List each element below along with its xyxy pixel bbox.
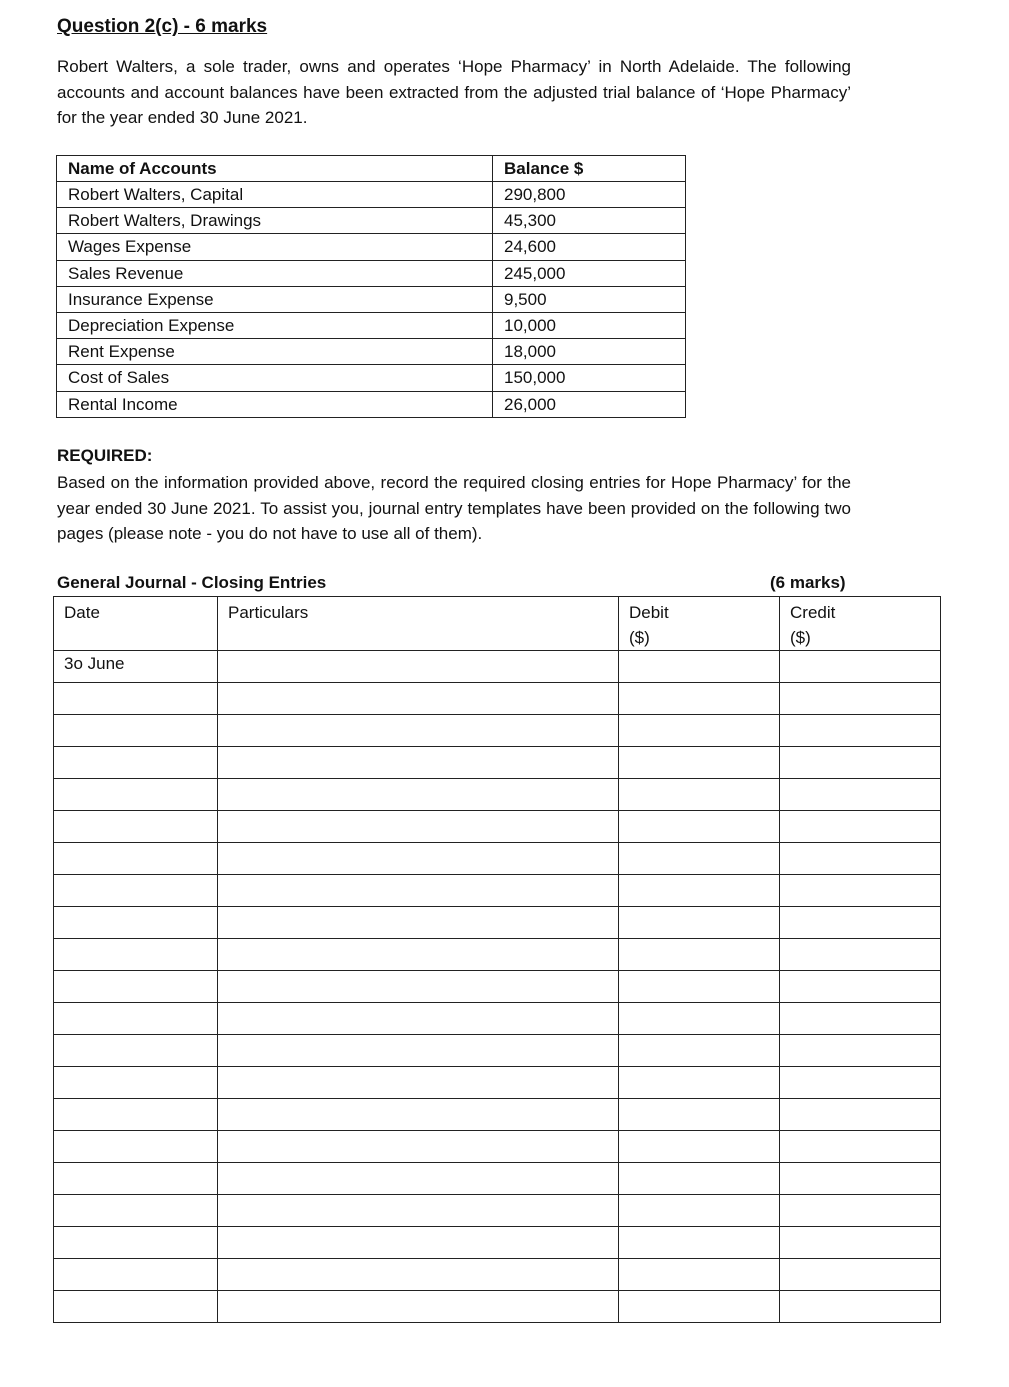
account-name: Wages Expense	[57, 234, 493, 260]
credit-cell[interactable]	[780, 875, 941, 907]
account-name: Rent Expense	[57, 339, 493, 365]
particulars-cell[interactable]	[218, 779, 619, 811]
account-balance: 10,000	[493, 312, 686, 338]
header-account-name: Name of Accounts	[57, 156, 493, 182]
debit-cell[interactable]	[619, 1195, 780, 1227]
date-cell[interactable]	[54, 1003, 218, 1035]
account-row	[57, 182, 686, 208]
account-name: Depreciation Expense	[57, 312, 493, 338]
debit-cell[interactable]	[619, 683, 780, 715]
particulars-cell[interactable]	[218, 1163, 619, 1195]
account-balance: 150,000	[493, 365, 686, 391]
journal-row	[54, 1035, 941, 1067]
header-date	[54, 597, 218, 651]
date-cell[interactable]	[54, 747, 218, 779]
journal-table	[53, 596, 941, 1323]
particulars-cell[interactable]	[218, 1035, 619, 1067]
account-row	[57, 260, 686, 286]
journal-row	[54, 1227, 941, 1259]
credit-cell[interactable]	[780, 811, 941, 843]
account-name: Cost of Sales	[57, 365, 493, 391]
debit-cell[interactable]	[619, 875, 780, 907]
debit-cell[interactable]	[619, 1099, 780, 1131]
credit-cell[interactable]	[780, 1291, 941, 1323]
journal-row	[54, 939, 941, 971]
date-cell[interactable]	[54, 1035, 218, 1067]
journal-row	[54, 1099, 941, 1131]
account-row	[57, 365, 686, 391]
journal-row	[54, 1259, 941, 1291]
account-balance: 24,600	[493, 234, 686, 260]
date-cell[interactable]	[54, 1195, 218, 1227]
intro-paragraph: Robert Walters, a sole trader, owns and operates ‘Hope Pharmacy’ in North Adelaide. The following accounts and account balances have been extracted from the adjusted trial balance of ‘Hope Pharmacy’ for the year ended 30 June 2021.	[57, 57, 851, 127]
debit-cell[interactable]	[619, 1291, 780, 1323]
credit-cell[interactable]	[780, 1259, 941, 1291]
credit-unit: ($)	[790, 628, 811, 647]
date-cell[interactable]: 3o June	[54, 651, 218, 683]
debit-cell[interactable]	[619, 1163, 780, 1195]
particulars-cell[interactable]	[218, 971, 619, 1003]
journal-row	[54, 1291, 941, 1323]
date-cell[interactable]	[54, 939, 218, 971]
header-balance: Balance $	[493, 156, 686, 182]
debit-cell[interactable]	[619, 651, 780, 683]
journal-row	[54, 715, 941, 747]
particulars-cell[interactable]	[218, 715, 619, 747]
date-cell[interactable]	[54, 1067, 218, 1099]
journal-row	[54, 1003, 941, 1035]
debit-unit: ($)	[629, 628, 650, 647]
journal-row	[54, 1163, 941, 1195]
date-cell[interactable]	[54, 1227, 218, 1259]
credit-cell[interactable]	[780, 715, 941, 747]
credit-cell[interactable]	[780, 651, 941, 683]
account-balance: 290,800	[493, 182, 686, 208]
particulars-cell[interactable]	[218, 811, 619, 843]
account-balance: 245,000	[493, 260, 686, 286]
debit-cell[interactable]	[619, 1035, 780, 1067]
account-name: Sales Revenue	[57, 260, 493, 286]
account-balance: 45,300	[493, 208, 686, 234]
required-label: REQUIRED:	[57, 446, 153, 465]
credit-cell[interactable]	[780, 1067, 941, 1099]
journal-row	[54, 971, 941, 1003]
accounts-table	[56, 155, 686, 418]
credit-cell[interactable]	[780, 1035, 941, 1067]
header-particulars	[218, 597, 619, 651]
journal-row	[54, 811, 941, 843]
required-paragraph: Based on the information provided above, record the required closing entries for Hope Pharmacy’ for the year ended 30 June 2021. To assist you, journal entry templates have been provided on the following two pages (please note - you do not have to use all of them).	[57, 473, 851, 543]
debit-cell[interactable]	[619, 907, 780, 939]
date-cell[interactable]	[54, 1163, 218, 1195]
journal-row	[54, 1195, 941, 1227]
date-cell[interactable]	[54, 779, 218, 811]
debit-cell[interactable]	[619, 843, 780, 875]
debit-cell[interactable]	[619, 1003, 780, 1035]
debit-cell[interactable]	[619, 811, 780, 843]
account-row	[57, 391, 686, 417]
debit-cell[interactable]	[619, 747, 780, 779]
journal-row	[54, 907, 941, 939]
particulars-cell[interactable]	[218, 1067, 619, 1099]
particulars-cell[interactable]	[218, 1259, 619, 1291]
debit-cell[interactable]	[619, 715, 780, 747]
particulars-cell[interactable]	[218, 1291, 619, 1323]
particulars-cell[interactable]	[218, 1227, 619, 1259]
particulars-cell[interactable]	[218, 1195, 619, 1227]
credit-cell[interactable]	[780, 939, 941, 971]
account-balance: 18,000	[493, 339, 686, 365]
header-credit	[780, 597, 941, 651]
credit-cell[interactable]	[780, 683, 941, 715]
journal-row	[54, 747, 941, 779]
debit-cell[interactable]	[619, 1131, 780, 1163]
credit-cell[interactable]	[780, 1131, 941, 1163]
journal-heading: General Journal - Closing Entries	[57, 573, 327, 592]
journal-row	[54, 1131, 941, 1163]
debit-cell[interactable]	[619, 939, 780, 971]
credit-cell[interactable]	[780, 907, 941, 939]
particulars-cell[interactable]	[218, 1099, 619, 1131]
account-name: Robert Walters, Capital	[57, 182, 493, 208]
header-debit	[619, 597, 780, 651]
particulars-cell[interactable]	[218, 683, 619, 715]
account-name: Robert Walters, Drawings	[57, 208, 493, 234]
journal-row	[54, 1067, 941, 1099]
credit-cell[interactable]	[780, 779, 941, 811]
account-row	[57, 286, 686, 312]
credit-cell[interactable]	[780, 1195, 941, 1227]
date-cell[interactable]	[54, 1259, 218, 1291]
credit-cell[interactable]	[780, 843, 941, 875]
date-cell[interactable]	[54, 843, 218, 875]
journal-row	[54, 843, 941, 875]
question-title: Question 2(c) - 6 marks	[57, 16, 268, 37]
credit-label: Credit	[790, 603, 836, 622]
date-cell[interactable]	[54, 683, 218, 715]
particulars-cell[interactable]	[218, 1131, 619, 1163]
debit-cell[interactable]	[619, 1067, 780, 1099]
date-cell[interactable]	[54, 875, 218, 907]
credit-cell[interactable]	[780, 1163, 941, 1195]
debit-cell[interactable]	[619, 971, 780, 1003]
credit-cell[interactable]	[780, 1003, 941, 1035]
date-cell[interactable]	[54, 907, 218, 939]
account-name: Rental Income	[57, 391, 493, 417]
date-cell[interactable]	[54, 971, 218, 1003]
date-label: Date	[64, 603, 100, 622]
account-balance: 9,500	[493, 286, 686, 312]
particulars-cell[interactable]	[218, 651, 619, 683]
journal-marks: (6 marks)	[770, 573, 846, 592]
journal-row	[54, 651, 941, 683]
credit-cell[interactable]	[780, 971, 941, 1003]
debit-cell[interactable]	[619, 1259, 780, 1291]
particulars-cell[interactable]	[218, 843, 619, 875]
particulars-cell[interactable]	[218, 1003, 619, 1035]
particulars-cell[interactable]	[218, 907, 619, 939]
date-cell[interactable]	[54, 715, 218, 747]
date-cell[interactable]	[54, 1099, 218, 1131]
debit-label: Debit	[629, 603, 669, 622]
account-balance: 26,000	[493, 391, 686, 417]
account-row	[57, 312, 686, 338]
account-name: Insurance Expense	[57, 286, 493, 312]
credit-cell[interactable]	[780, 1227, 941, 1259]
debit-cell[interactable]	[619, 1227, 780, 1259]
account-row	[57, 339, 686, 365]
debit-cell[interactable]	[619, 779, 780, 811]
account-row	[57, 208, 686, 234]
particulars-cell[interactable]	[218, 939, 619, 971]
particulars-cell[interactable]	[218, 747, 619, 779]
account-row	[57, 234, 686, 260]
credit-cell[interactable]	[780, 1099, 941, 1131]
particulars-cell[interactable]	[218, 875, 619, 907]
journal-row	[54, 683, 941, 715]
journal-row	[54, 779, 941, 811]
date-cell[interactable]	[54, 1291, 218, 1323]
particulars-label: Particulars	[228, 603, 309, 622]
journal-row	[54, 875, 941, 907]
credit-cell[interactable]	[780, 747, 941, 779]
date-cell[interactable]	[54, 811, 218, 843]
date-cell[interactable]	[54, 1131, 218, 1163]
